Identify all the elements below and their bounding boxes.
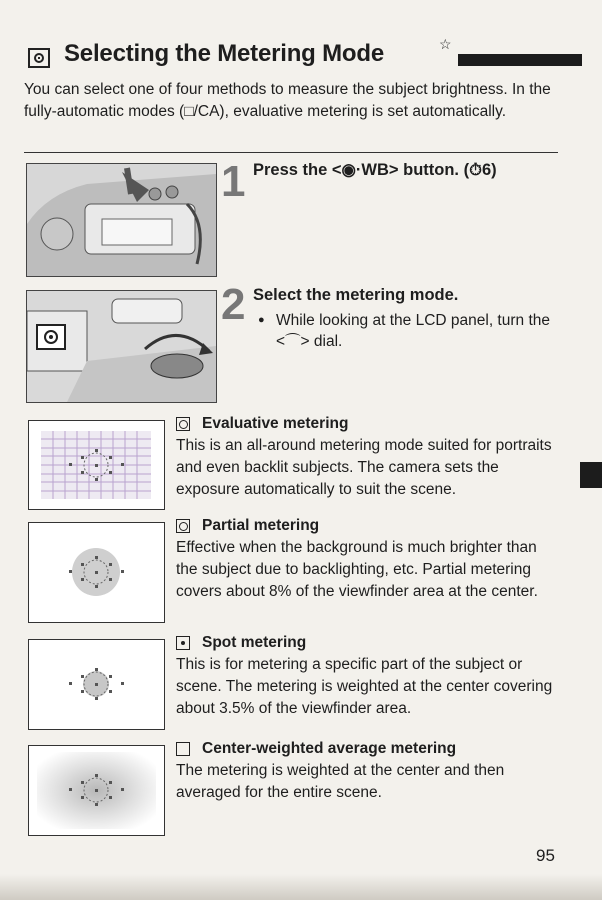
evaluative-metering-section (176, 413, 561, 501)
spot-metering-title: Spot metering (202, 634, 307, 651)
spot-metering-description: This is for metering a specific part of the subject or scene. The metering is weighted at the center covering about 3.5% of the viewfinder area. (176, 656, 553, 717)
step-2-text: While looking at the LCD panel, turn the <⌒> dial. (276, 312, 550, 350)
page-title: Selecting the Metering Mode (64, 40, 384, 67)
spot-metering-section (176, 632, 561, 720)
bullet-icon: ● (258, 314, 265, 326)
step-1-number: 1 (221, 157, 246, 206)
star-icon: ☆ (439, 36, 452, 52)
step-2-title: Select the metering mode. (253, 286, 459, 304)
camera-top-photo-step1 (26, 163, 217, 277)
title-bar-decoration (458, 54, 582, 66)
divider (24, 152, 558, 153)
spot-viewfinder-diagram (28, 639, 165, 730)
section-title (24, 36, 564, 76)
step-1-title: Press the <◉·WB> button. (⏱6) (253, 161, 497, 179)
step-2-number: 2 (221, 280, 246, 329)
partial-metering-icon (176, 519, 190, 533)
metering-mode-icon (28, 48, 50, 68)
chapter-tab (580, 462, 602, 488)
partial-viewfinder-diagram (28, 522, 165, 623)
step-2-instruction (258, 310, 558, 352)
evaluative-metering-title: Evaluative metering (202, 415, 349, 432)
center-weighted-viewfinder-diagram (28, 745, 165, 836)
center-weighted-metering-description: The metering is weighted at the center and then averaged for the entire scene. (176, 762, 505, 801)
center-weighted-metering-icon (176, 742, 190, 756)
evaluative-metering-icon (176, 417, 190, 431)
center-weighted-metering-section (176, 738, 561, 804)
evaluative-metering-description: This is an all-around metering mode suited for portraits and even backlit subjects. The camera sets the exposure automatically to suit the scene. (176, 437, 552, 498)
camera-dial-photo-step2 (26, 290, 217, 403)
page-number: 95 (536, 846, 555, 865)
evaluative-viewfinder-diagram (28, 420, 165, 510)
intro-paragraph: You can select one of four methods to measure the subject brightness. In the fully-automatic modes (□/CA), evaluative metering is set automatically. (24, 81, 551, 120)
center-weighted-metering-title: Center-weighted average metering (202, 740, 457, 757)
partial-metering-description: Effective when the background is much brighter than the subject due to backlighting, etc. Partial metering covers about 8% of the viewfinder area at the center. (176, 539, 538, 600)
page-edge-shadow (0, 874, 602, 900)
partial-metering-title: Partial metering (202, 517, 320, 534)
spot-metering-icon (176, 636, 190, 650)
partial-metering-section (176, 515, 561, 603)
